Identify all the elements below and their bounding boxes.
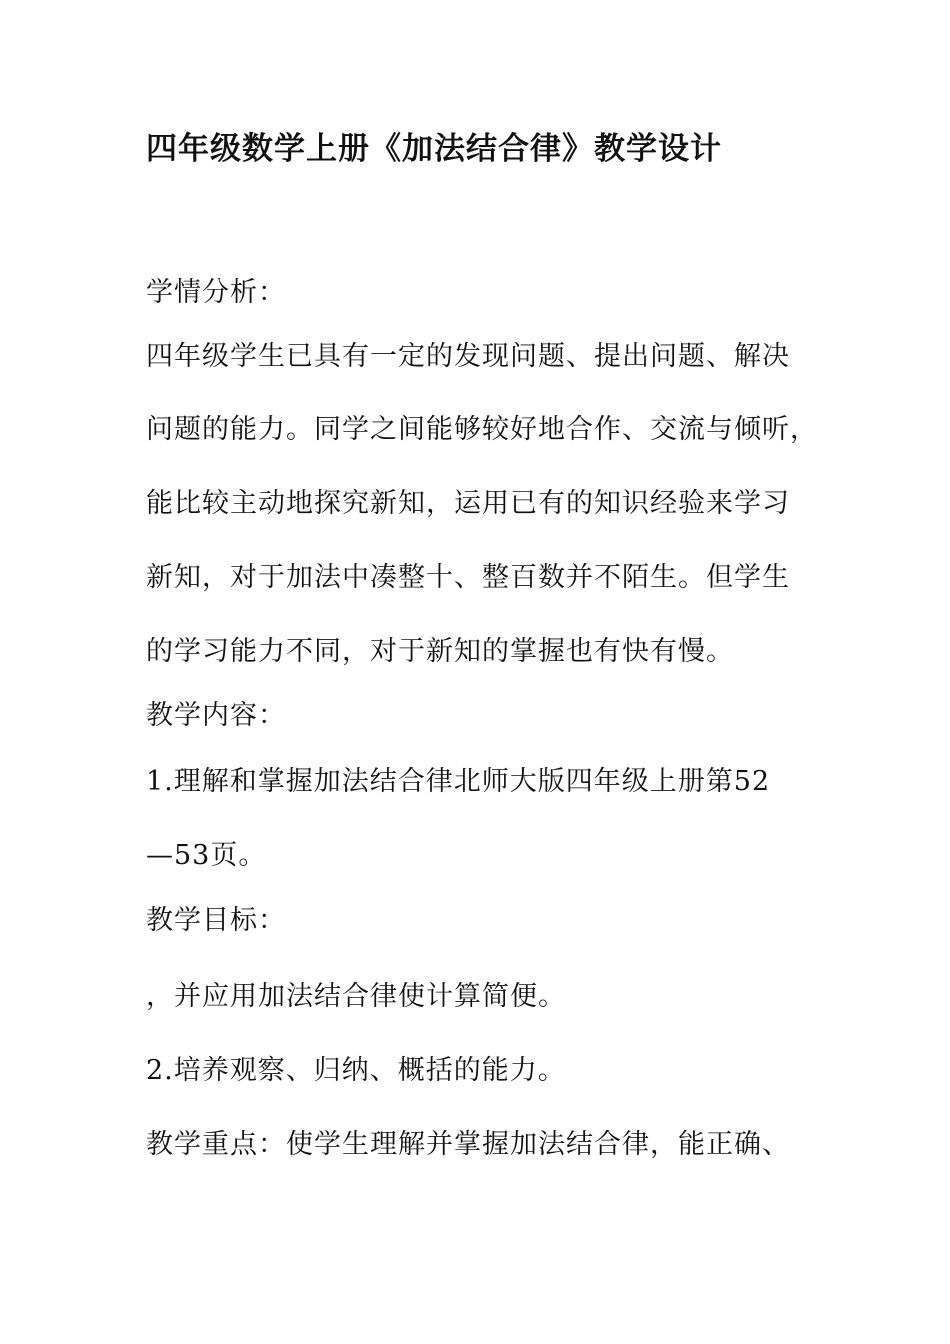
section-heading-teaching-focus: 教学重点：使学生理解并掌握加法结合律，能正确、 bbox=[146, 1129, 790, 1160]
section-heading-teaching-content: 教学内容： bbox=[146, 700, 286, 731]
document-title: 四年级数学上册《加法结合律》教学设计 bbox=[146, 131, 722, 167]
paragraph-line: 新知，对于加法中凑整十、整百数并不陌生。但学生 bbox=[146, 562, 790, 593]
paragraph-line: 1.理解和掌握加法结合律北师大版四年级上册第52 bbox=[146, 766, 771, 797]
paragraph-line: 问题的能力。同学之间能够较好地合作、交流与倾听， bbox=[146, 414, 818, 445]
section-heading-student-analysis: 学情分析： bbox=[146, 277, 286, 308]
paragraph-line: 四年级学生已具有一定的发现问题、提出问题、解决 bbox=[146, 341, 790, 372]
paragraph-line: ，并应用加法结合律使计算简便。 bbox=[146, 981, 566, 1012]
paragraph-line: 能比较主动地探究新知，运用已有的知识经验来学习 bbox=[146, 488, 790, 519]
paragraph-line: 的学习能力不同，对于新知的掌握也有快有慢。 bbox=[146, 636, 734, 667]
paragraph-line: —53页。 bbox=[146, 840, 267, 871]
section-heading-teaching-goals: 教学目标： bbox=[146, 905, 286, 936]
paragraph-line: 2.培养观察、归纳、概括的能力。 bbox=[146, 1055, 566, 1086]
